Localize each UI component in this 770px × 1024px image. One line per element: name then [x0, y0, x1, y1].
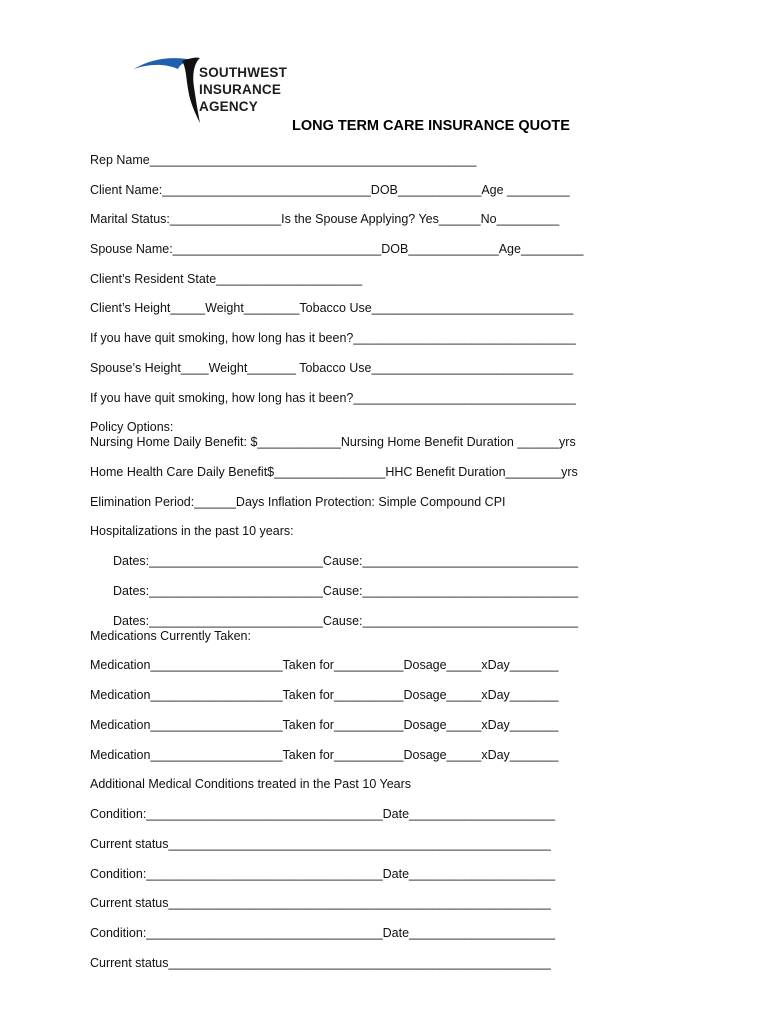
form-line-hospitalizations[interactable]: Hospitalizations in the past 10 years:: [90, 524, 294, 538]
form-line-medications-taken[interactable]: Medications Currently Taken:: [90, 629, 251, 643]
form-line-spouse-quit[interactable]: If you have quit smoking, how long has it been?________________________________: [90, 391, 576, 405]
form-line-spouse-name[interactable]: Spouse Name:______________________________DOB_____________Age_________: [90, 242, 584, 256]
form-line-medication-4[interactable]: Medication___________________Taken for__________Dosage_____xDay_______: [90, 748, 559, 762]
form-line-hhc-daily-benefit[interactable]: Home Health Care Daily Benefit$________________HHC Benefit Duration________yrs: [90, 465, 578, 479]
form-line-client-name[interactable]: Client Name:______________________________DOB____________Age _________: [90, 183, 570, 197]
form-line-elimination-period[interactable]: Elimination Period:______Days Inflation Protection: Simple Compound CPI: [90, 495, 506, 509]
form-line-condition-2[interactable]: Condition:__________________________________Date_____________________: [90, 867, 556, 881]
logo-line: SOUTHWEST: [199, 65, 288, 80]
form-line-additional-conditions[interactable]: Additional Medical Conditions treated in the Past 10 Years: [90, 777, 412, 791]
form-line-policy-options[interactable]: Policy Options:: [90, 420, 174, 434]
form-line-rep-name[interactable]: Rep Name_______________________________________________: [90, 153, 477, 167]
form-line-dates-1[interactable]: Dates:_________________________Cause:_______________________________: [113, 554, 579, 568]
form-line-medication-2[interactable]: Medication___________________Taken for__________Dosage_____xDay_______: [90, 688, 559, 702]
form-line-condition-1[interactable]: Condition:__________________________________Date_____________________: [90, 807, 556, 821]
form-line-medication-1[interactable]: Medication___________________Taken for__________Dosage_____xDay_______: [90, 658, 559, 672]
form-line-status-3[interactable]: Current status_______________________________________________________: [90, 956, 551, 970]
form-title: LONG TERM CARE INSURANCE QUOTE: [292, 118, 570, 134]
form-line-medication-3[interactable]: Medication___________________Taken for__________Dosage_____xDay_______: [90, 718, 559, 732]
form-line-nh-daily-benefit[interactable]: Nursing Home Daily Benefit: $____________Nursing Home Benefit Duration ______yrs: [90, 435, 576, 449]
logo-text: [199, 64, 287, 115]
form-line-dates-2[interactable]: Dates:_________________________Cause:_______________________________: [113, 584, 579, 598]
form-line-status-2[interactable]: Current status_______________________________________________________: [90, 896, 551, 910]
form-line-resident-state[interactable]: Client’s Resident State_____________________: [90, 272, 363, 286]
form-line-client-quit[interactable]: If you have quit smoking, how long has it been?________________________________: [90, 331, 576, 345]
form-line-spouse-height[interactable]: Spouse’s Height____Weight_______ Tobacco Use_____________________________: [90, 361, 574, 375]
form-line-dates-3[interactable]: Dates:_________________________Cause:_______________________________: [113, 614, 579, 628]
form-line-client-height[interactable]: Client’s Height_____Weight________Tobacco Use_____________________________: [90, 301, 574, 315]
form-line-marital-status[interactable]: Marital Status:________________Is the Spouse Applying? Yes______No_________: [90, 212, 560, 226]
logo-line: AGENCY: [199, 99, 258, 114]
logo-line: INSURANCE: [199, 82, 282, 97]
form-line-condition-3[interactable]: Condition:__________________________________Date_____________________: [90, 926, 556, 940]
form-line-status-1[interactable]: Current status_______________________________________________________: [90, 837, 551, 851]
